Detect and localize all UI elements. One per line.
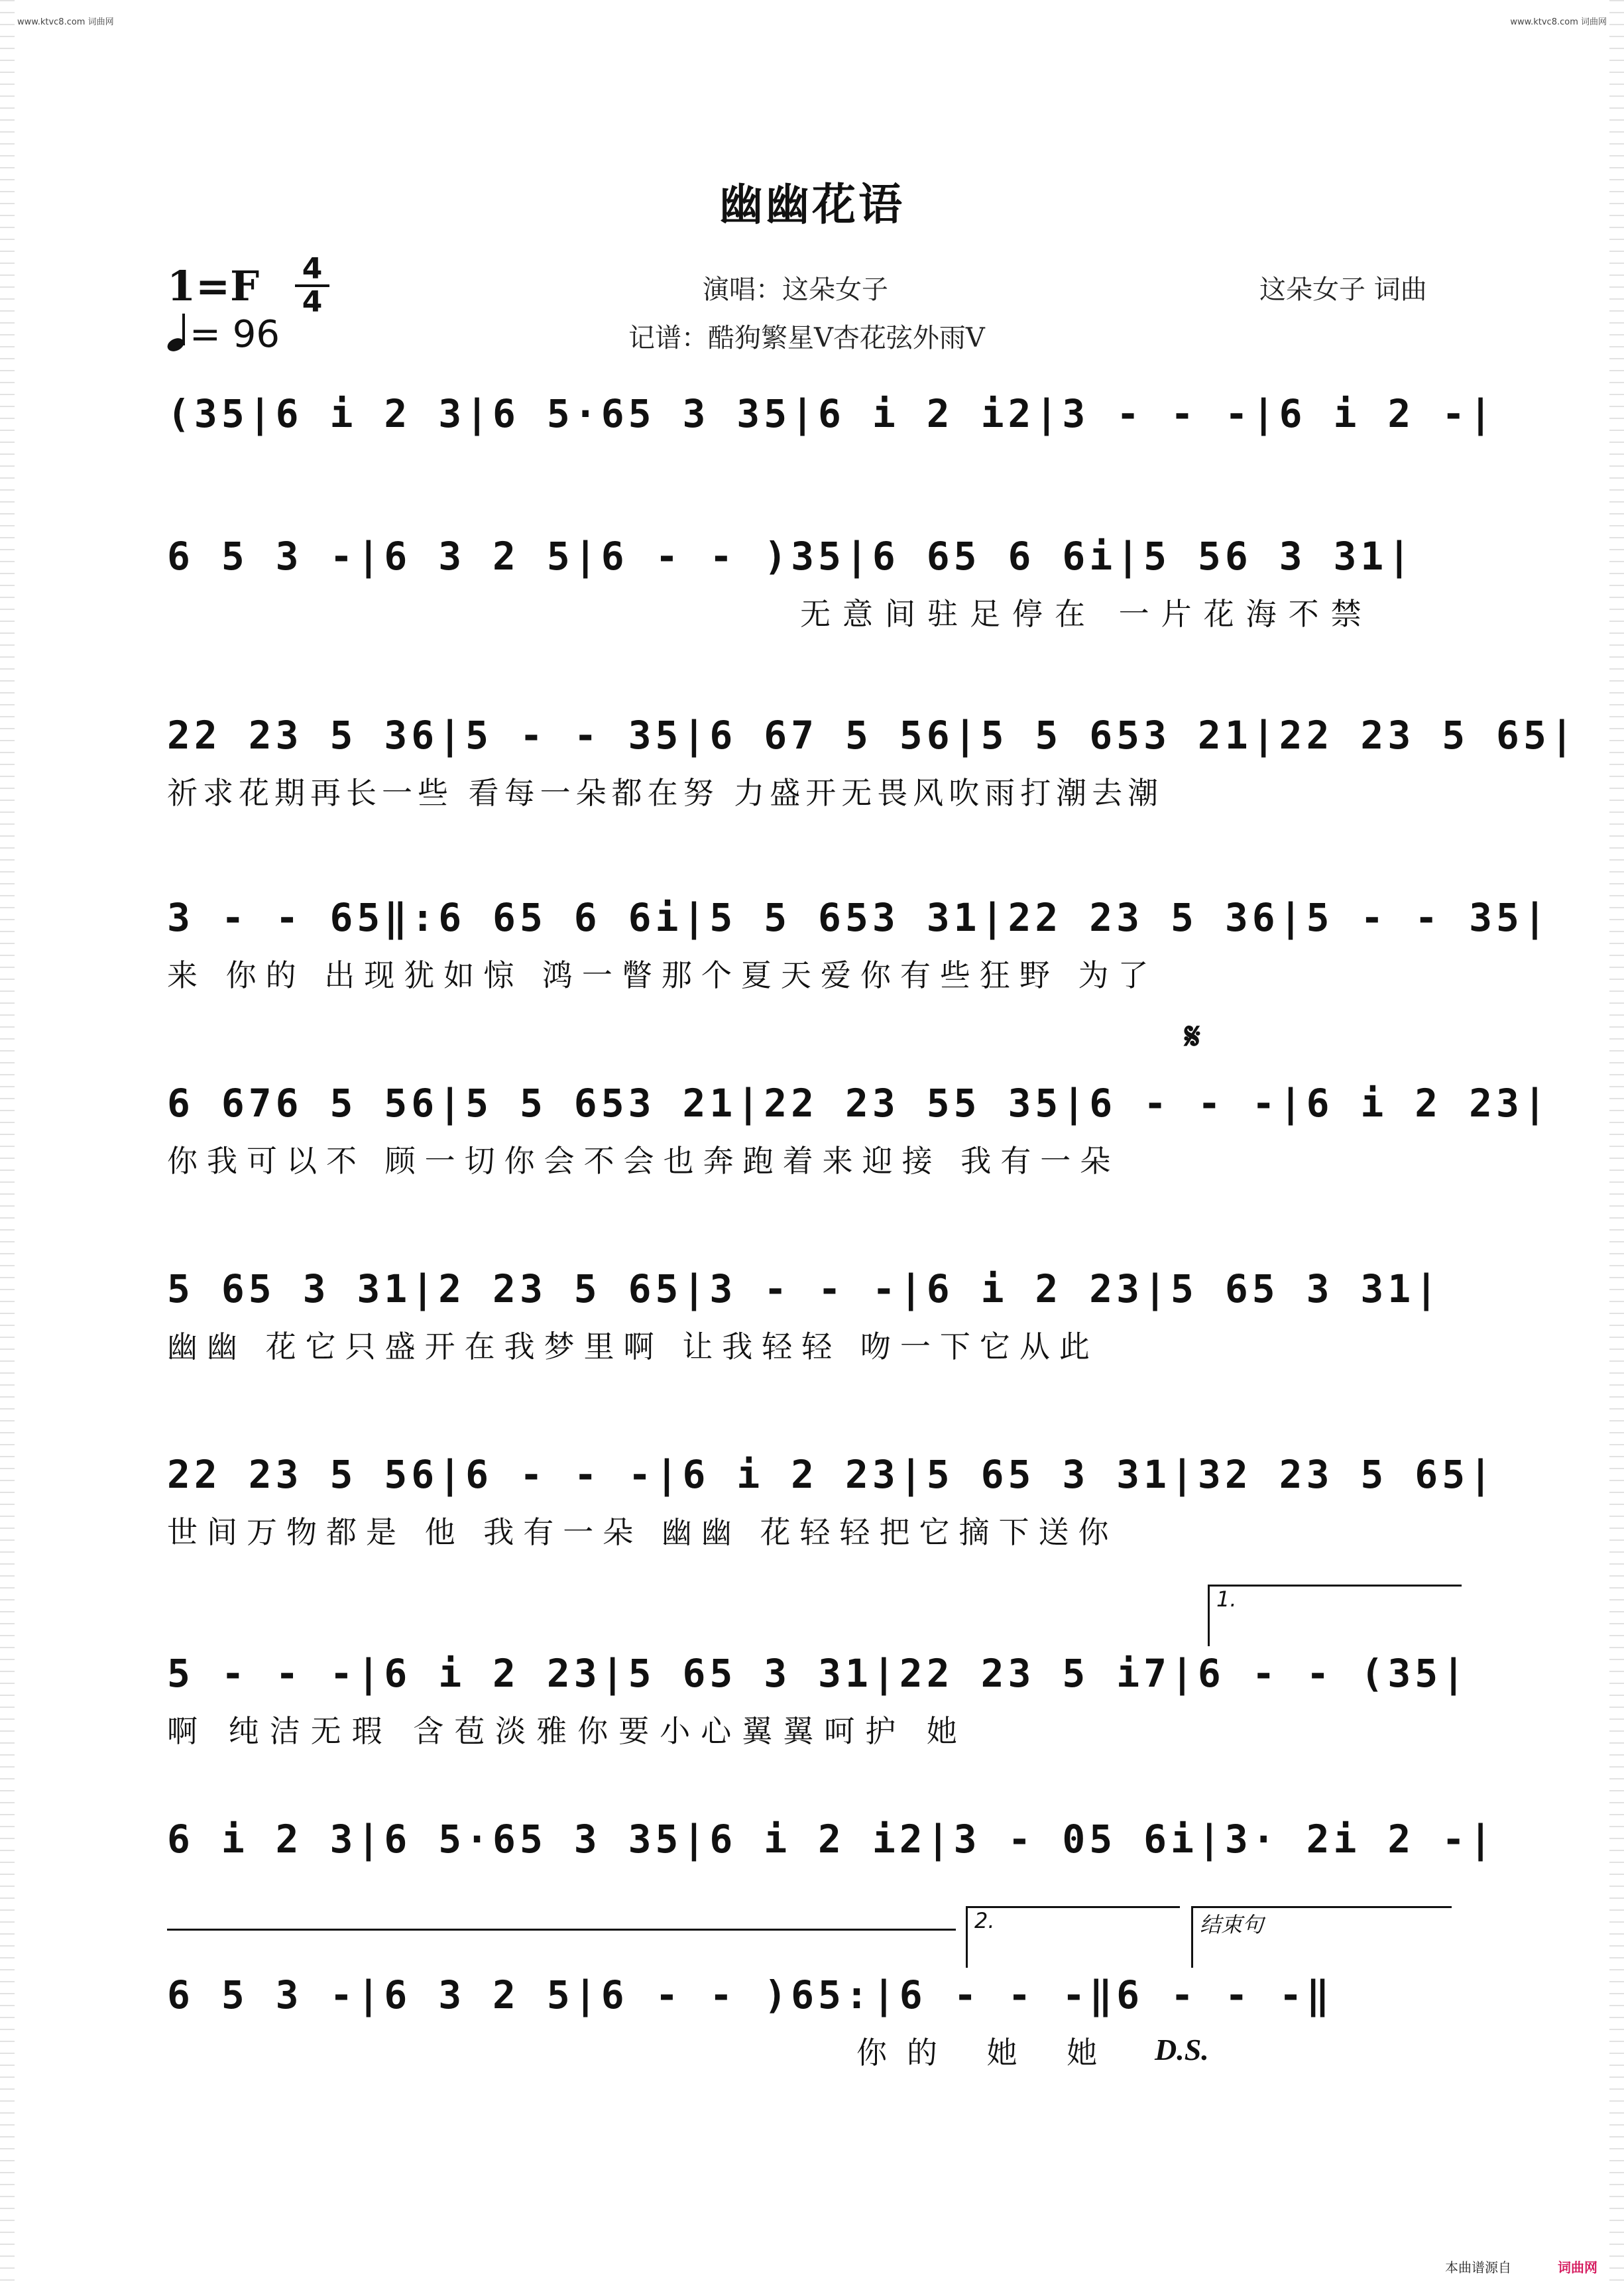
notation-line: 3 - - 65‖:6 65 6 6i|5 5 653 31|22 23 5 36|5 - - 35| xyxy=(167,895,1550,940)
lyrics-line: 你我可以不 顾一切你会不会也奔跑着来迎接 我有一朵 xyxy=(167,1143,1120,1179)
segno-sign: 𝄋 xyxy=(1185,1014,1201,1058)
dal-segno-mark: D.S. xyxy=(1155,2033,1209,2067)
footer-source-label: 本曲谱源自 xyxy=(1445,2259,1511,2275)
singer-credit: 演唱：这朵女子 xyxy=(703,274,888,305)
notation-line: 6 5 3 -|6 3 2 5|6 - - )65:|6 - - -‖6 - - -‖ xyxy=(167,1972,1334,2017)
notation-line: 5 65 3 31|2 23 5 65|3 - - -|6 i 2 23|5 65 3 31| xyxy=(167,1266,1442,1311)
composer-credit: 这朵女子 词曲 xyxy=(1259,274,1427,305)
time-signature-top: 4 xyxy=(302,252,323,286)
coda-label: 结束句 xyxy=(1200,1912,1264,1937)
quarter-note-icon xyxy=(167,314,190,351)
lyrics-line: 啊 纯洁无瑕 含苞淡雅你要小心翼翼呵护 她 xyxy=(167,1713,968,1749)
song-title: 幽幽花语 xyxy=(719,179,905,230)
notation-line: 5 - - -|6 i 2 23|5 65 3 31|22 23 5 i7|6 - - (35| xyxy=(167,1651,1470,1696)
lyrics-line: 祈求花期再长一些 看每一朵都在努 力盛开无畏风吹雨打潮去潮 xyxy=(167,775,1164,811)
key-signature: 1=F xyxy=(167,262,260,310)
time-signature-bottom: 4 xyxy=(302,285,323,319)
lyrics-line: 来 你的 出现犹如惊 鸿一瞥那个夏天爱你有些狂野 为了 xyxy=(167,957,1158,993)
lyrics-line: 幽幽 花它只盛开在我梦里啊 让我轻轻 吻一下它从此 xyxy=(167,1329,1099,1364)
notation-line: (35|6 i 2 3|6 5·65 3 35|6 i 2 i2|3 - - -|6 i 2 -| xyxy=(167,391,1497,436)
lyrics-line: 世间万物都是 他 我有一朵 幽幽 花轻轻把它摘下送你 xyxy=(167,1514,1118,1550)
site-header-left: www.ktvc8.com 词曲网 xyxy=(17,17,114,27)
volta-2-label: 2. xyxy=(974,1908,995,1933)
notation-line: 22 23 5 36|5 - - 35|6 67 5 56|5 5 653 21|22 23 5 65| xyxy=(167,713,1578,758)
site-header-right: www.ktvc8.com 词曲网 xyxy=(1510,17,1607,27)
tempo-marking xyxy=(167,313,280,356)
slur-bracket-line xyxy=(167,1929,956,1931)
notation-line: 6 676 5 56|5 5 653 21|22 23 55 35|6 - - -|6 i 2 23| xyxy=(167,1081,1550,1126)
left-edge-strip xyxy=(0,0,15,2284)
volta-1-label: 1. xyxy=(1216,1587,1237,1612)
footer-site-label[interactable]: 词曲网 xyxy=(1558,2259,1597,2275)
transcriber-credit: 记谱：酷狗繁星V杏花弦外雨V xyxy=(628,323,985,353)
notation-line: 6 i 2 3|6 5·65 3 35|6 i 2 i2|3 - 05 6i|3· 2i 2 -| xyxy=(167,1817,1497,1862)
coda-bracket xyxy=(1191,1906,1452,1968)
lyrics-line: 无意间驻足停在 一片花海不禁 xyxy=(800,596,1373,632)
time-signature xyxy=(295,254,329,318)
notation-line: 22 23 5 56|6 - - -|6 i 2 23|5 65 3 31|32 23 5 65| xyxy=(167,1452,1497,1497)
tempo-value: = 96 xyxy=(190,313,280,356)
right-edge-strip xyxy=(1609,0,1624,2284)
volta-1-bracket xyxy=(1208,1585,1462,1646)
notation-line: 6 5 3 -|6 3 2 5|6 - - )35|6 65 6 6i|5 56 3 31| xyxy=(167,534,1415,579)
volta-2-bracket xyxy=(966,1906,1180,1968)
lyrics-line: 你的 她 她 xyxy=(856,2035,1118,2071)
